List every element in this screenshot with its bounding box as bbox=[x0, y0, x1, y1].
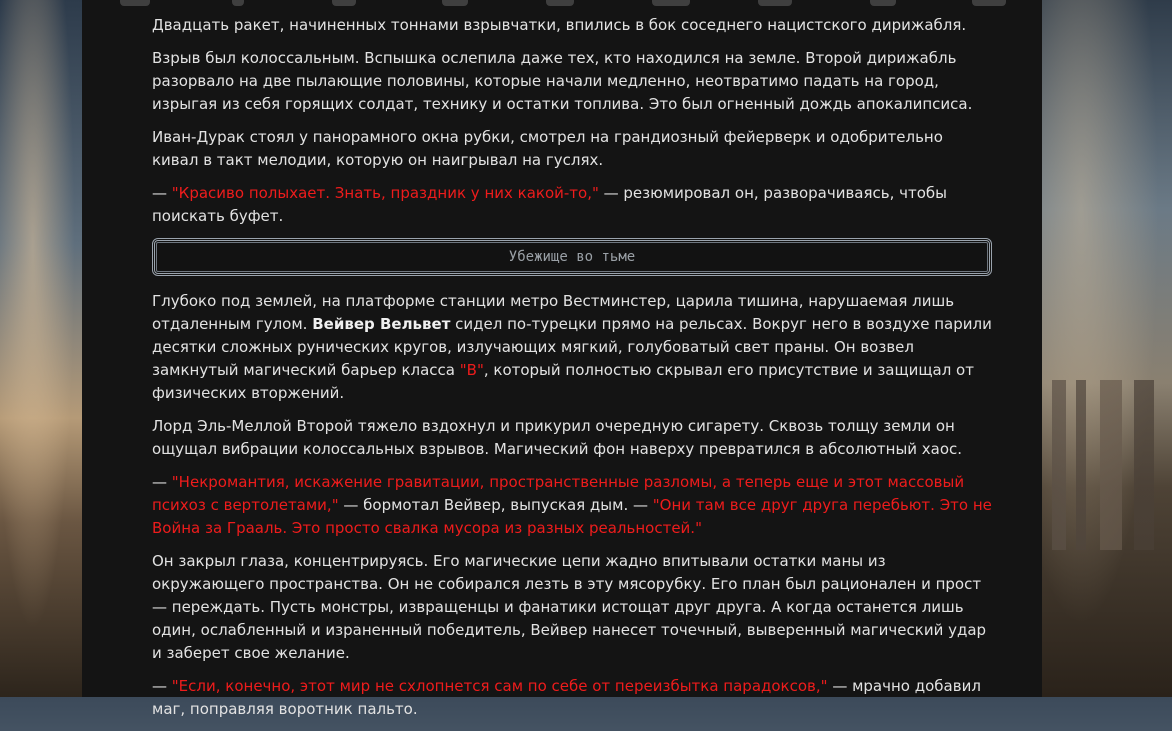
toolbar-icon-7[interactable] bbox=[758, 0, 792, 6]
dialogue-dash: — bbox=[152, 184, 172, 202]
dialogue-narration: — мрачно добавил маг, поправляя воротник пальто. bbox=[152, 677, 981, 718]
top-toolbar bbox=[82, 0, 1042, 8]
dialogue-speech-1: "Некромантия, искажение гравитации, пространственные разломы, а теперь еще и этот массовый психоз с вертолетами," bbox=[152, 473, 965, 514]
toolbar-icon-8[interactable] bbox=[870, 0, 896, 6]
toolbar-icon-9[interactable] bbox=[972, 0, 1006, 6]
toolbar-icon-6[interactable] bbox=[652, 0, 690, 6]
dialogue-speech: "Красиво полыхает. Знать, праздник у них какой-то," bbox=[171, 184, 599, 202]
paragraph-7 bbox=[152, 471, 992, 540]
paragraph-5-text-b: сидел по-турецки прямо на рельсах. Вокруг него в воздухе парили десятки сложных рунических кругов, излучающих мягкий, голубоватый свет праны. Он возвел замкнутый магический барьер класса bbox=[152, 315, 992, 379]
paragraph-6: Лорд Эль-Меллой Второй тяжело вздохнул и прикурил очередную сигарету. Сквозь толщу земли он ощущал вибрации колоссальных взрывов. Магический фон наверху превратился в абсолютный хаос. bbox=[152, 417, 963, 458]
toolbar-icon-2[interactable] bbox=[232, 0, 244, 6]
toolbar-icon-1[interactable] bbox=[120, 0, 150, 6]
dialogue-narration: — бормотал Вейвер, выпуская дым. — bbox=[338, 496, 653, 514]
dialogue-narration: — резюмировал он, разворачиваясь, чтобы поискать буфет. bbox=[152, 184, 948, 225]
paragraph-5-text-c: , который полностью скрывал его присутствие и защищал от физических вторжений. bbox=[152, 361, 974, 402]
paragraph-9 bbox=[152, 675, 992, 721]
paragraph-2: Взрыв был колоссальным. Вспышка ослепила даже тех, кто находился на земле. Второй дирижабль разорвало на две пылающие половины, которые начали медленно, неотвратимо падать на город, изрыгая из себя горящих солдат, технику и остатки топлива. Это был огненный дождь апокалипсиса. bbox=[152, 49, 973, 113]
background-landscape-left bbox=[0, 0, 82, 697]
paragraph-5-text-a: Глубоко под землей, на платформе станции метро Вестминстер, царила тишина, нарушаемая лишь отдаленным гулом. bbox=[152, 292, 955, 333]
background-landscape-right bbox=[1042, 0, 1172, 697]
story-text bbox=[152, 14, 992, 731]
paragraph-8: Он закрыл глаза, концентрируясь. Его магические цепи жадно впитывали остатки маны из окружающего пространства. Он не собирался лезть в эту мясорубку. Его план был рационален и прост — переждать. Пусть монстры, извращенцы и фанатики истощат друг друга. А когда останется лишь один, ослабленный и израненный победитель, Вейвер нанесет точечный, выверенный магический удар и заберет свое желание. bbox=[152, 552, 987, 662]
toolbar-icon-5[interactable] bbox=[546, 0, 574, 6]
paragraph-1: Двадцать ракет, начиненных тоннами взрывчатки, впились в бок соседнего нацистского дирижабля. bbox=[152, 16, 967, 34]
paragraph-4 bbox=[152, 182, 992, 228]
scene-header bbox=[152, 238, 992, 276]
scene-title: Убежище во тьме bbox=[508, 248, 636, 265]
dialogue-speech: "Если, конечно, этот мир не схлопнется сам по себе от переизбытка парадоксов," bbox=[171, 677, 828, 695]
toolbar-icon-3[interactable] bbox=[332, 0, 356, 6]
dialogue-dash: — bbox=[152, 677, 172, 695]
barrier-class: "B" bbox=[459, 361, 484, 379]
character-name: Вейвер Вельвет bbox=[312, 315, 451, 333]
paragraph-5 bbox=[152, 290, 992, 405]
toolbar-icon-4[interactable] bbox=[442, 0, 468, 6]
dialogue-speech-2: "Они там все друг друга перебьют. Это не Война за Грааль. Это просто свалка мусора из разных реальностей." bbox=[152, 496, 992, 537]
paragraph-3: Иван-Дурак стоял у панорамного окна рубки, смотрел на грандиозный фейерверк и одобрительно кивал в такт мелодии, которую он наигрывал на гуслях. bbox=[152, 128, 943, 169]
dialogue-dash: — bbox=[152, 473, 172, 491]
background-ruins bbox=[1042, 380, 1172, 550]
